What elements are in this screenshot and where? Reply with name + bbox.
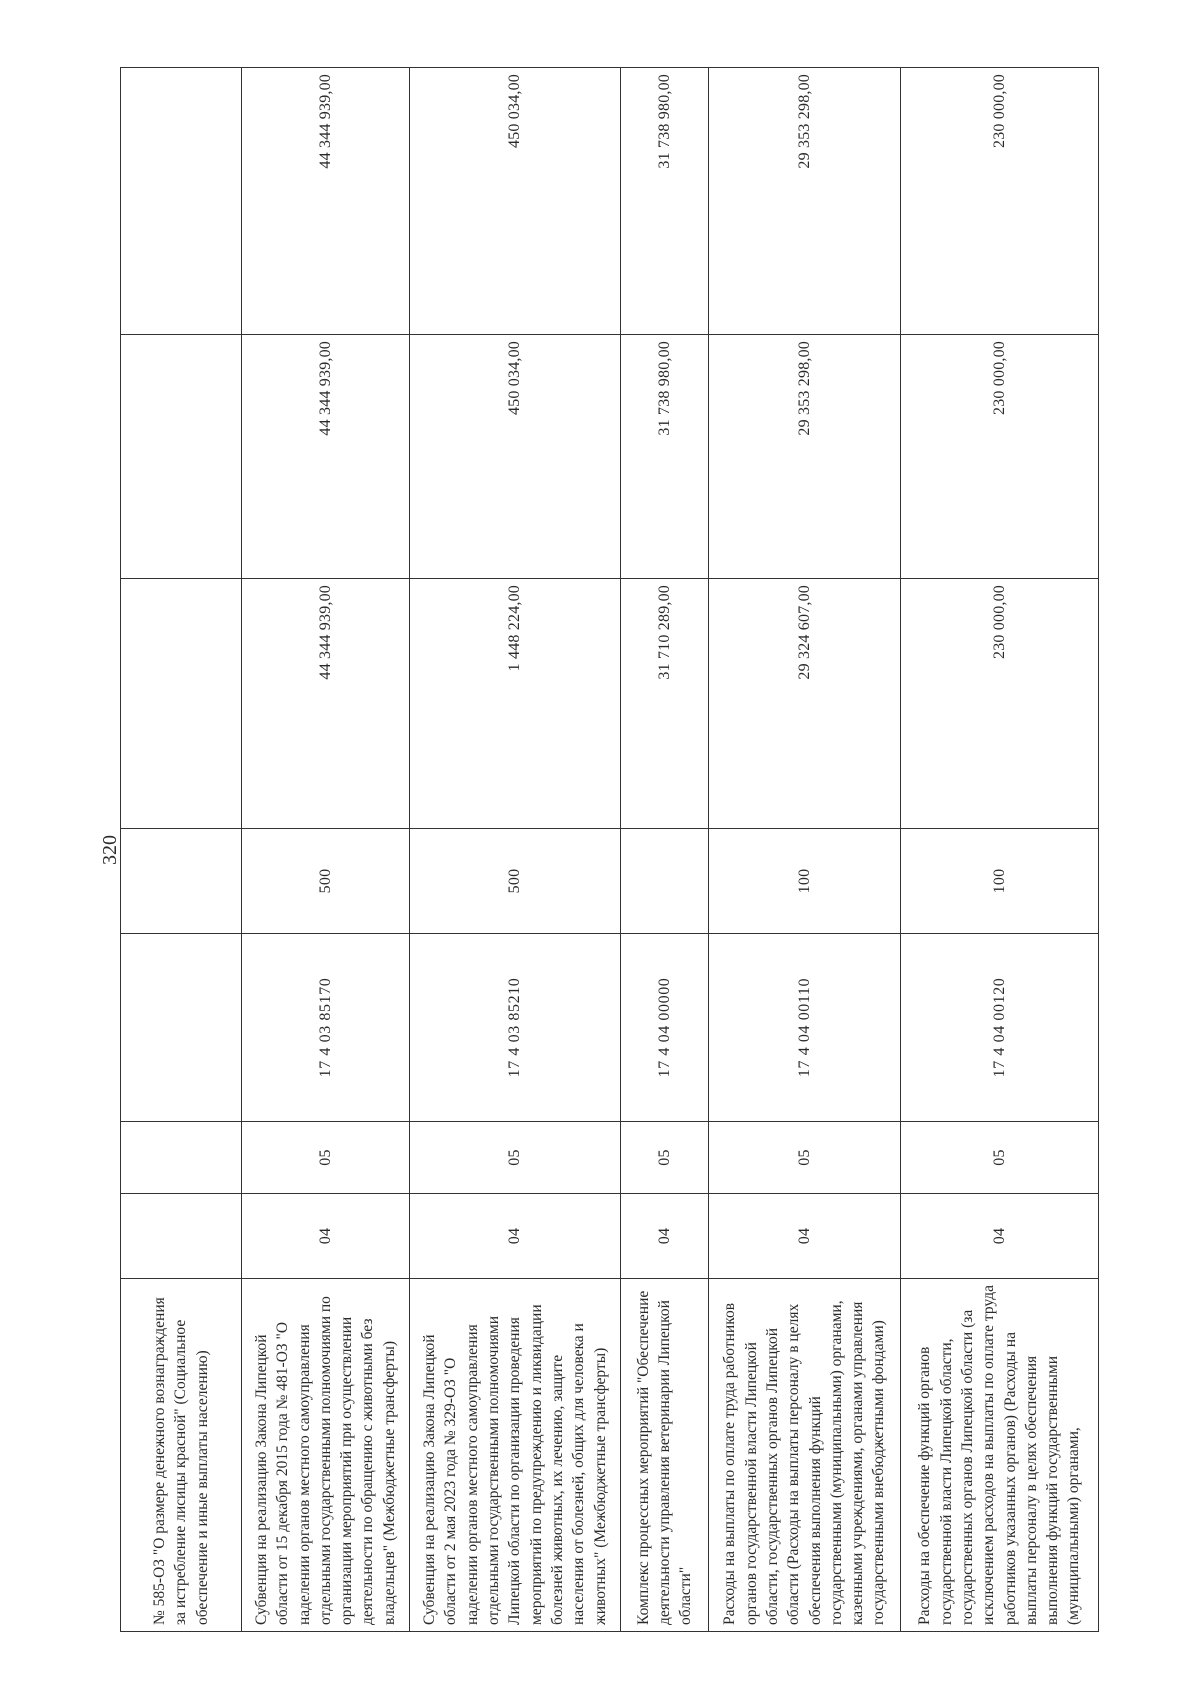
amount-year-3: 29 353 298,00 <box>709 68 901 335</box>
amount-year-2 <box>121 335 242 579</box>
expense-type-code <box>621 829 709 934</box>
expense-type-code: 100 <box>901 829 1099 934</box>
amount-year-1: 1 448 224,00 <box>410 579 621 829</box>
amount-year-3 <box>121 68 242 335</box>
section-code: 04 <box>901 1194 1099 1279</box>
target-article-code: 17 4 03 85170 <box>242 934 410 1122</box>
table-row <box>410 68 621 1632</box>
subsection-code: 05 <box>709 1122 901 1194</box>
amount-year-2: 29 353 298,00 <box>709 335 901 579</box>
amount-year-2: 450 034,00 <box>410 335 621 579</box>
table-row <box>121 68 242 1632</box>
amount-year-3: 31 738 980,00 <box>621 68 709 335</box>
budget-table <box>120 67 1099 1632</box>
page-number: 320 <box>99 835 121 865</box>
subsection-code: 05 <box>901 1122 1099 1194</box>
expense-type-code: 500 <box>242 829 410 934</box>
section-code: 04 <box>709 1194 901 1279</box>
table-row <box>621 68 709 1632</box>
target-article-code: 17 4 04 00000 <box>621 934 709 1122</box>
row-name: Субвенция на реализацию Закона Липецкой области от 2 мая 2023 года № 329-ОЗ "О наделении органов местного самоуправления отдельными государственными полномочиями Липецкой области по организации проведения мероприятий по предупреждению и ликвидации болезней животных, их лечению, защите населения от болезней, общих для человека и животных" (Межбюджетные трансферты) <box>410 1279 621 1632</box>
section-code: 04 <box>621 1194 709 1279</box>
amount-year-2: 31 738 980,00 <box>621 335 709 579</box>
subsection-code <box>121 1122 242 1194</box>
section-code: 04 <box>242 1194 410 1279</box>
row-name: Комплекс процессных мероприятий "Обеспечение деятельности управления ветеринарии Липецкой области" <box>621 1279 709 1632</box>
expense-type-code: 100 <box>709 829 901 934</box>
expense-type-code <box>121 829 242 934</box>
amount-year-2: 44 344 939,00 <box>242 335 410 579</box>
target-article-code: 17 4 04 00110 <box>709 934 901 1122</box>
row-name: № 585-ОЗ "О размере денежного вознаграждения за истребление лисицы красной" (Социальное обеспечение и иные выплаты населению) <box>121 1279 242 1632</box>
table-row <box>242 68 410 1632</box>
target-article-code: 17 4 03 85210 <box>410 934 621 1122</box>
expense-type-code: 500 <box>410 829 621 934</box>
row-name: Субвенция на реализацию Закона Липецкой области от 15 декабря 2015 года № 481-ОЗ "О наделении органов местного самоуправления отдельными государственными полномочиями по организации мероприятий при осуществлении деятельности по обращению с животными без владельцев" (Межбюджетные трансферты) <box>242 1279 410 1632</box>
amount-year-1: 230 000,00 <box>901 579 1099 829</box>
subsection-code: 05 <box>621 1122 709 1194</box>
table-row <box>901 68 1099 1632</box>
row-name: Расходы на обеспечение функций органов государственной власти Липецкой области, государственных органов Липецкой области (за исключением расходов на выплаты по оплате труда работников указанных органов) (Расходы на выплаты персоналу в целях обеспечения выполнения функций государственными (муниципальными) органами, <box>901 1279 1099 1632</box>
target-article-code: 17 4 04 00120 <box>901 934 1099 1122</box>
amount-year-1: 31 710 289,00 <box>621 579 709 829</box>
amount-year-3: 450 034,00 <box>410 68 621 335</box>
amount-year-3: 44 344 939,00 <box>242 68 410 335</box>
budget-table-rotated <box>120 68 1098 1632</box>
amount-year-1 <box>121 579 242 829</box>
section-code: 04 <box>410 1194 621 1279</box>
amount-year-3: 230 000,00 <box>901 68 1099 335</box>
amount-year-2: 230 000,00 <box>901 335 1099 579</box>
subsection-code: 05 <box>410 1122 621 1194</box>
table-row <box>709 68 901 1632</box>
amount-year-1: 29 324 607,00 <box>709 579 901 829</box>
section-code <box>121 1194 242 1279</box>
row-name: Расходы на выплаты по оплате труда работников органов государственной власти Липецкой области, государственных органов Липецкой области (Расходы на выплаты персоналу в целях обеспечения выполнения функций государственными (муниципальными) органами, казенными учреждениями, органами управления государственными внебюджетными фондами) <box>709 1279 901 1632</box>
subsection-code: 05 <box>242 1122 410 1194</box>
amount-year-1: 44 344 939,00 <box>242 579 410 829</box>
target-article-code <box>121 934 242 1122</box>
